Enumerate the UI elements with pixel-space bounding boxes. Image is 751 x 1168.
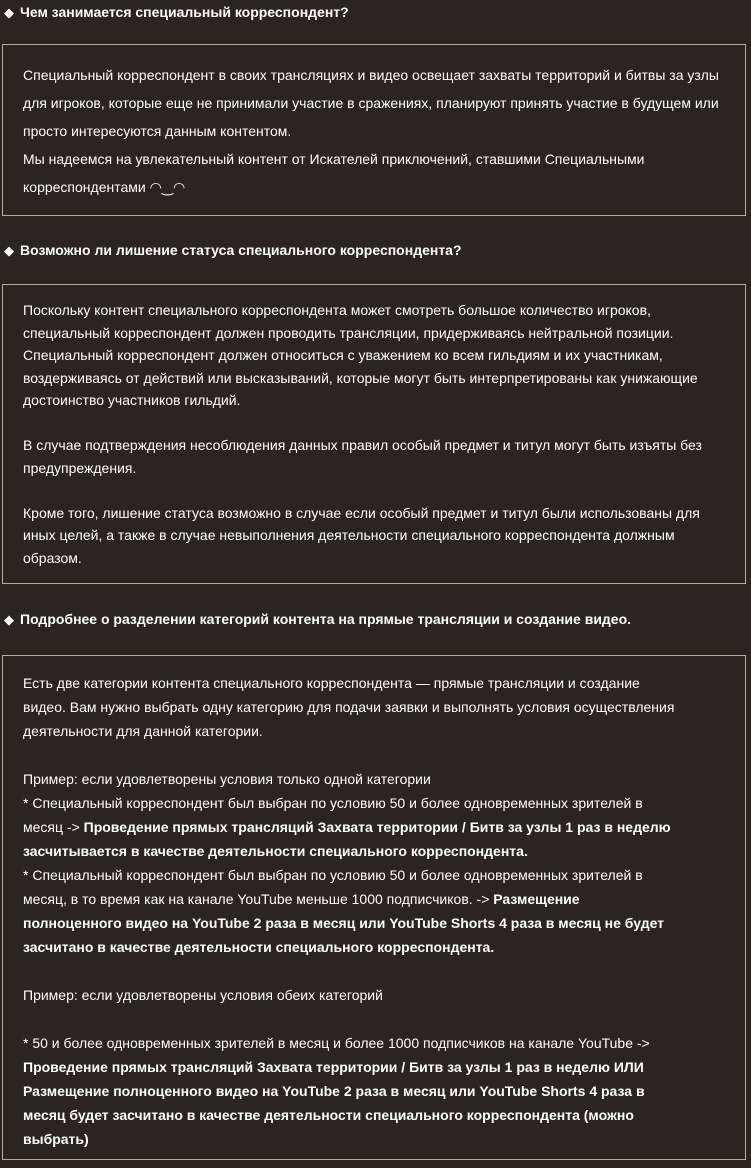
text-line: месяц -> Проведение прямых трансляций Захвата территории / Битв за узлы 1 раз в неделю: [23, 819, 671, 835]
text-line: корреспондентами ◠‿◠: [23, 179, 186, 195]
text-line: просто интересуются данным контентом.: [23, 123, 292, 139]
text-line: Специальный корреспондент в своих трансляциях и видео освещает захваты территорий и битвы за узлы: [23, 67, 719, 83]
text-line: специальный корреспондент должен проводить трансляции, придерживаясь нейтральной позиции.: [23, 324, 674, 341]
text-line: месяц будет засчитано в качестве деятельности специального корреспондента (можно: [23, 1107, 634, 1123]
heading-title: Возможно ли лишение статуса специального корреспондента?: [20, 242, 462, 258]
content-box-categories: [2, 655, 746, 1160]
text-line: Специальный корреспондент должен относиться с уважением ко всем гильдиям и их участникам,: [23, 347, 663, 363]
text-line: Есть две категории контента специального корреспондента — прямые трансляции и создание: [23, 675, 640, 691]
heading-title: Чем занимается специальный корреспондент?: [20, 4, 349, 20]
text-line: достоинство участников гильдий.: [23, 392, 241, 408]
example-title: Пример: если удовлетворены условия только одной категории: [23, 771, 431, 787]
text-line: деятельности для данной категории.: [23, 723, 263, 739]
text-line: полноценного видео на YouTube 2 раза в месяц или YouTube Shorts 4 раза в месяц не будет: [23, 915, 665, 931]
text-line: засчитано в качестве деятельности специального корреспондента.: [23, 939, 495, 955]
text-line: для игроков, которые еще не принимали участие в сражениях, планируют принять участие в будущем или: [23, 95, 719, 111]
text-line: Размещение полноценного видео на YouTube 2 раза в месяц или YouTube Shorts 4 раза в: [23, 1083, 645, 1099]
content-box-revocation: [2, 284, 746, 584]
text-line: выбрать): [23, 1131, 89, 1147]
text-line: воздерживаясь от действий или высказываний, которые могут быть интерпретированы как унижающие: [23, 369, 698, 386]
text-line: В случае подтверждения несоблюдения данных правил особый предмет и титул могут быть изъяты без: [23, 437, 702, 453]
text-line: Проведение прямых трансляций Захвата территории / Битв за узлы 1 раз в неделю ИЛИ: [23, 1059, 644, 1075]
diamond-bullet-icon: ◆: [4, 243, 14, 258]
text-line: * Специальный корреспондент был выбран по условию 50 и более одновременных зрителей в: [23, 795, 643, 811]
text-line: Мы надеемся на увлекательный контент от Искателей приключений, ставшими Специальными: [23, 151, 645, 167]
diamond-bullet-icon: ◆: [4, 5, 14, 20]
text-line: засчитывается в качестве деятельности специального корреспондента.: [23, 843, 528, 859]
text-line: * Специальный корреспондент был выбран по условию 50 и более одновременных зрителей в: [23, 867, 643, 883]
section-heading-categories: [4, 610, 631, 629]
text-line: * 50 и более одновременных зрителей в месяц и более 1000 подписчиков на канале YouTube ->: [23, 1035, 650, 1051]
section-heading-revocation: [4, 241, 462, 260]
text-line: Поскольку контент специального корреспондента может смотреть большое количество игроков,: [23, 302, 651, 318]
diamond-bullet-icon: ◆: [4, 612, 14, 627]
text-line: видео. Вам нужно выбрать одну категорию для подачи заявки и выполнять условия осуществления: [23, 699, 675, 715]
text-line: месяц, в то время как на канале YouTube меньше 1000 подписчиков. -> Размещение: [23, 891, 580, 907]
section-heading-duties: [4, 3, 349, 22]
text-line: предупреждения.: [23, 459, 137, 476]
content-box-duties: [2, 44, 746, 216]
text-line: образом.: [23, 549, 82, 566]
heading-title: Подробнее о разделении категорий контента на прямые трансляции и создание видео.: [20, 611, 632, 627]
example-title: Пример: если удовлетворены условия обеих категорий: [23, 987, 383, 1003]
text-line: иных целей, а также в случае невыполнения деятельности специального корреспондента должным: [23, 527, 675, 543]
text-line: Кроме того, лишение статуса возможно в случае если особый предмет и титул были использованы для: [23, 504, 700, 521]
